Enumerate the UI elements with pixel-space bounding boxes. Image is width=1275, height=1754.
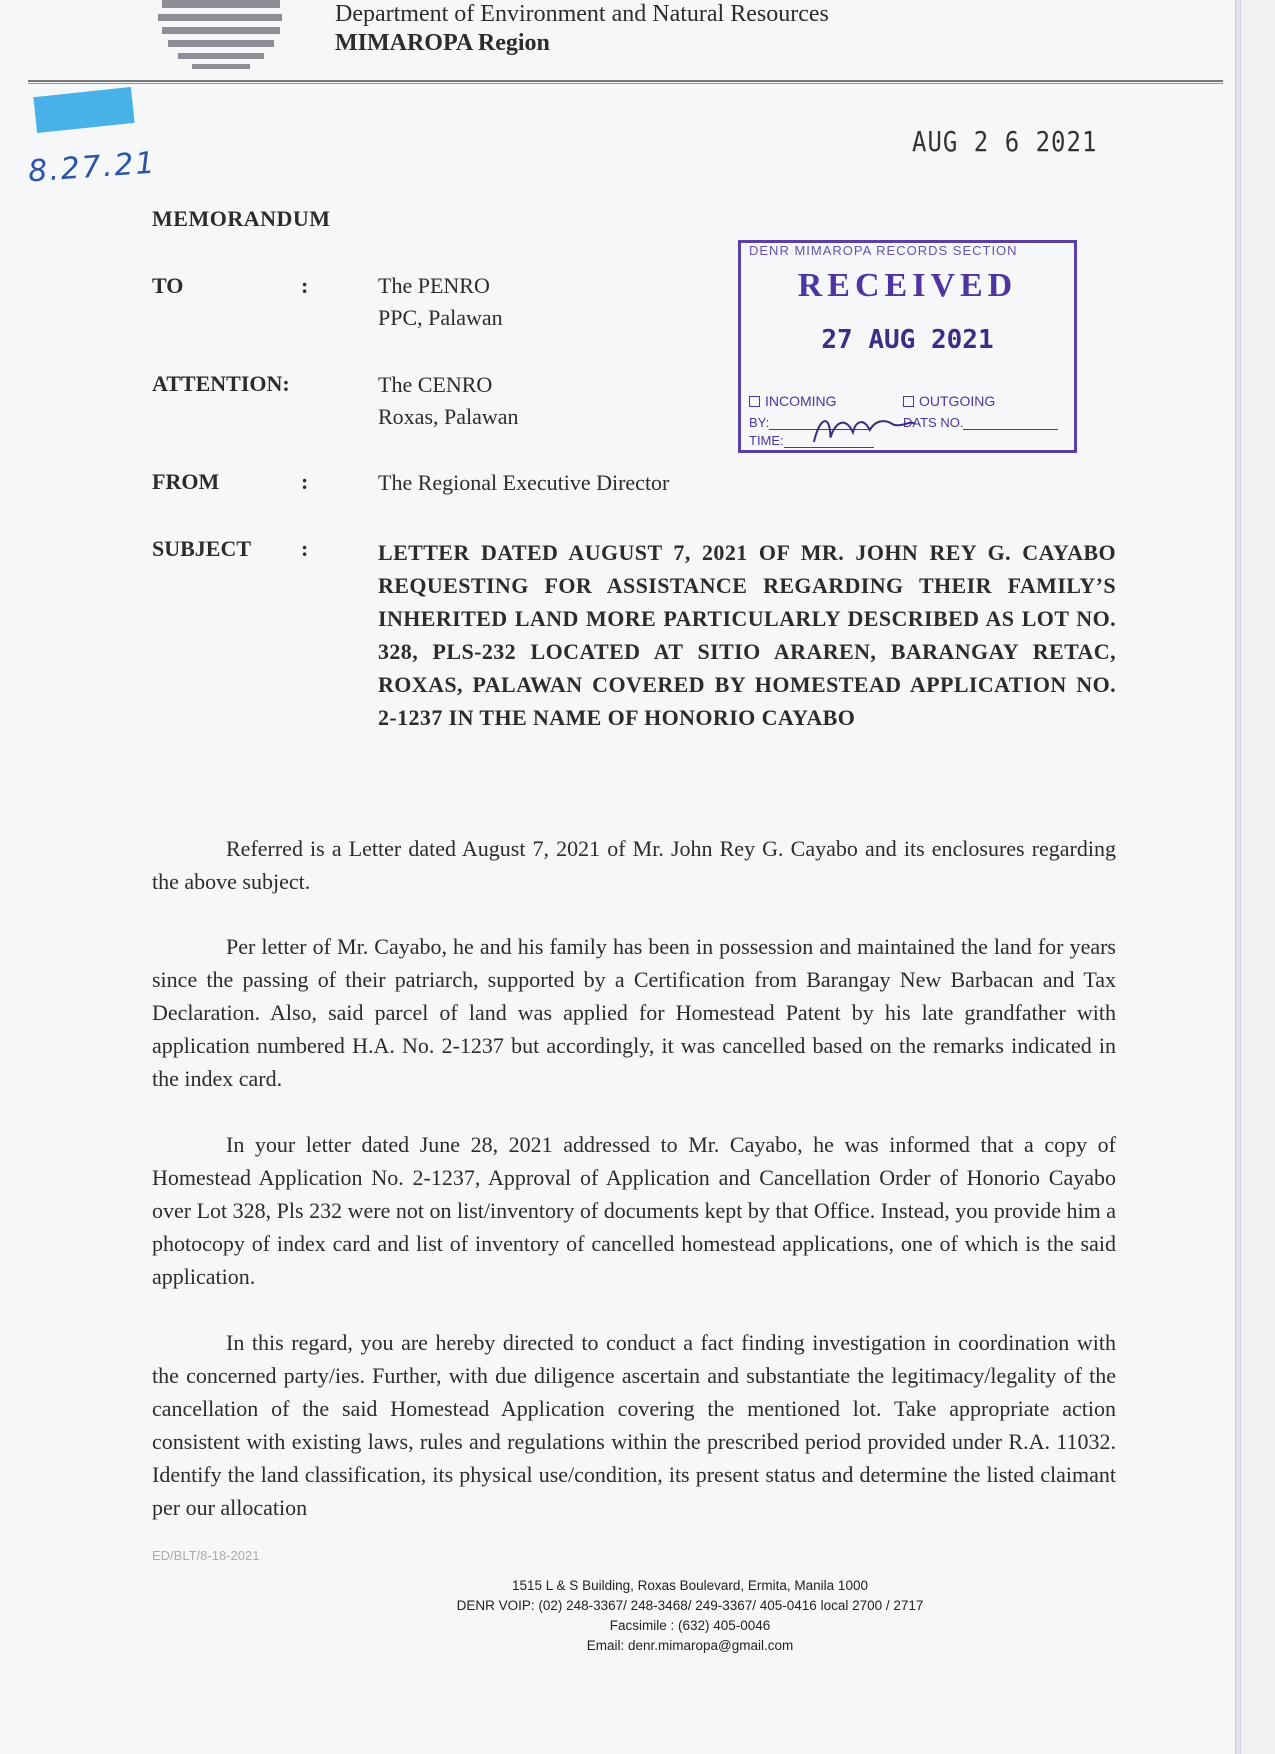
reference-code: ED/BLT/8-18-2021: [152, 1548, 260, 1563]
footer-contact: [340, 1576, 1040, 1656]
to-line-1: The PENRO: [378, 273, 490, 298]
handwritten-date-note: 8.27.21: [26, 145, 158, 190]
region-name: MIMAROPA Region: [335, 30, 550, 56]
attention-line-1: The CENRO: [378, 372, 493, 397]
blue-tape-flag: [33, 87, 134, 133]
subject-label: SUBJECT: [152, 536, 252, 561]
stamp-outgoing: OUTGOING: [903, 393, 995, 409]
body-paragraph-4: In this regard, you are hereby directed to conduct a fact finding investigation in coordination with the concerned party/ies. Further, with due diligence ascertain and substantiate the legitimacy/legality of the cancellation of the said Homestead Application covering the mentioned lot. Take appropriate action consistent with existing laws, rules and regulations within the prescribed period provided under R.A. 11032. Identify the land classification, its physical use/condition, its present status and determine the listed claimant per our allocation: [152, 1330, 1116, 1520]
checkbox-icon: [749, 396, 760, 407]
subject-colon: :: [301, 536, 309, 561]
attention-value: [378, 369, 519, 433]
to-value: [378, 270, 503, 334]
to-colon: :: [301, 273, 309, 298]
footer-fax: Facsimile : (632) 405-0046: [609, 1618, 771, 1633]
department-name: Department of Environment and Natural Resources: [335, 1, 829, 27]
to-label: TO: [152, 273, 184, 298]
denr-logo: [152, 0, 292, 78]
underlying-page-edge: [1240, 0, 1275, 1754]
stamp-incoming: INCOMING: [749, 393, 837, 409]
stamp-received: RECEIVED: [797, 267, 1018, 304]
header-rule: [28, 80, 1223, 86]
received-stamp: [738, 240, 1077, 453]
body-paragraph-2: Per letter of Mr. Cayabo, he and his family has been in possession and maintained the land for years since the passing of their patriarch, supported by a Certification from Barangay New Barbacan and Tax Declaration. Also, said parcel of land was applied for Homestead Patent by his late grandfather with application numbered H.A. No. 2-1237 but accordingly, it was cancelled based on the remarks indicated in the index card.: [152, 934, 1116, 1091]
attention-line-2: Roxas, Palawan: [378, 404, 519, 429]
stamp-date: 27 AUG 2021: [821, 325, 994, 355]
stamp-dats-no: DATS NO.: [903, 415, 1058, 430]
from-colon: :: [301, 469, 309, 494]
to-line-2: PPC, Palawan: [378, 305, 503, 330]
memo-date: AUG 2 6 2021: [912, 125, 1098, 159]
memo-title: MEMORANDUM: [152, 206, 331, 231]
body-paragraph-1: Referred is a Letter dated August 7, 2021 of Mr. John Rey G. Cayabo and its enclosures regarding the above subject.: [152, 836, 1116, 894]
from-label: FROM: [152, 469, 220, 494]
stamp-by: BY:: [749, 415, 869, 430]
attention-label: ATTENTION:: [152, 371, 290, 396]
stamp-time: TIME:: [749, 433, 874, 448]
subject-text: LETTER DATED AUGUST 7, 2021 OF MR. JOHN REY G. CAYABO REQUESTING FOR ASSISTANCE REGARDING THEIR FAMILY’S INHERITED LAND MORE PARTICULARLY DESCRIBED AS LOT NO. 328, PLS-232 LOCATED AT SITIO ARAREN, BARANGAY RETAC, ROXAS, PALAWAN COVERED BY HOMESTEAD APPLICATION NO. 2-1237 IN THE NAME OF HONORIO CAYABO: [378, 540, 1116, 730]
stamp-header: DENR MIMAROPA RECORDS SECTION: [749, 243, 1018, 258]
footer-address: 1515 L & S Building, Roxas Boulevard, Ermita, Manila 1000: [512, 1578, 868, 1593]
footer-voip: DENR VOIP: (02) 248-3367/ 248-3468/ 249-3367/ 405-0416 local 2700 / 2717: [456, 1598, 924, 1613]
agency-header: [335, 0, 829, 58]
footer-email: Email: denr.mimaropa@gmail.com: [586, 1638, 794, 1653]
body-paragraph-3: In your letter dated June 28, 2021 addressed to Mr. Cayabo, he was informed that a copy of Homestead Application No. 2-1237, Approval of Application and Cancellation Order of Honorio Cayabo over Lot 328, Pls 232 were not on list/inventory of documents kept by that Office. Instead, you provide him a photocopy of index card and list of inventory of cancelled homestead applications, one of which is the said application.: [152, 1132, 1116, 1289]
from-value: The Regional Executive Director: [378, 470, 670, 495]
